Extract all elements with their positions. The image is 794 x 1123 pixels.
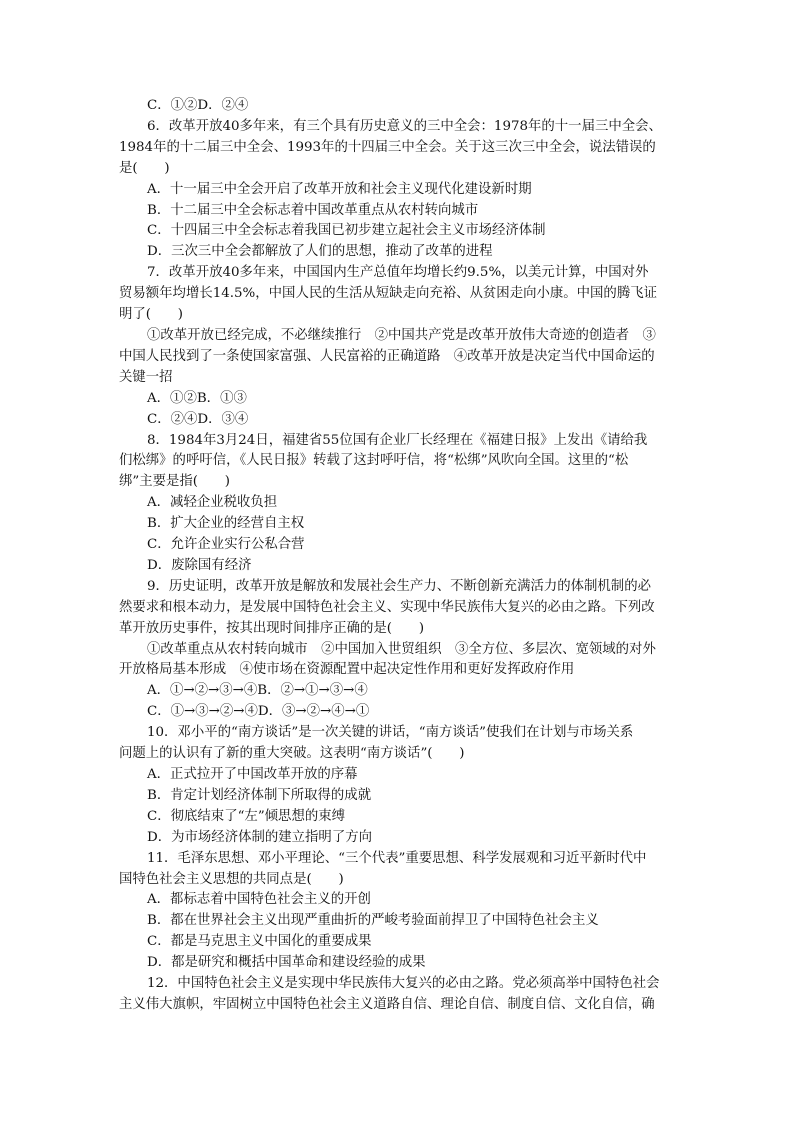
- text-line: 主义伟大旗帜，牢固树立中国特色社会主义道路自信、理论自信、制度自信、文化自信，确: [119, 996, 655, 1012]
- text-line: D．废除国有经济: [147, 557, 252, 573]
- text-line: C．十四届三中全会标志着我国已初步建立起社会主义市场经济体制: [147, 223, 546, 239]
- text-line: 6．改革开放40多年来，有三个具有历史意义的三中全会：1978年的十一届三中全会、: [147, 118, 662, 134]
- text-line: D．三次三中全会都解放了人们的思想，推动了改革的进程: [147, 244, 493, 260]
- text-line: B．十二届三中全会标志着中国改革重点从农村转向城市: [147, 202, 479, 218]
- text-line: 7．改革开放40多年来，中国国内生产总值年均增长约9.5%，以美元计算，中国对外: [147, 265, 649, 281]
- text-line: C．①②D．②④: [147, 98, 249, 113]
- text-line: A．都标志着中国特色社会主义的开创: [147, 892, 371, 908]
- text-line: 开放格局基本形成 ④使市场在资源配置中起决定性作用和更好发挥政府作用: [119, 662, 575, 678]
- text-line: 是( ): [119, 160, 170, 176]
- text-line: 革开放历史事件，按其出现时间排序正确的是( ): [119, 620, 425, 636]
- text-line: 明了( ): [119, 307, 184, 323]
- text-line: 绑”主要是指( ): [119, 474, 231, 490]
- text-line: 然要求和根本动力，是发展中国特色社会主义、实现中华民族伟大复兴的必由之路。下列改: [119, 599, 655, 615]
- text-line: 12．中国特色社会主义是实现中华民族伟大复兴的必由之路。党必须高举中国特色社会: [147, 976, 660, 992]
- text-line: 8．1984年3月24日，福建省55位国有企业厂长经理在《福建日报》上发出《请给我: [147, 432, 648, 448]
- text-line: A．①②B．①③: [147, 390, 247, 406]
- text-line: 贸易额年均增长14.5%，中国人民的生活从短缺走向充裕、从贫困走向小康。中国的腾飞证: [119, 286, 657, 302]
- text-line: 国特色社会主义思想的共同点是( ): [119, 871, 344, 887]
- text-line: C．允许企业实行公私合营: [147, 537, 305, 553]
- text-line: B．都在世界社会主义出现严重曲折的严峻考验面前捍卫了中国特色社会主义: [147, 913, 599, 929]
- text-line: 9．历史证明，改革开放是解放和发展社会生产力、不断创新充满活力的体制机制的必: [147, 578, 651, 594]
- text-line: 关键一招: [119, 369, 173, 385]
- text-line: A．正式拉开了中国改革开放的序幕: [147, 767, 358, 782]
- text-line: 问题上的认识有了新的重大突破。这表明“南方谈话”( ): [119, 746, 465, 762]
- text-line: C．都是马克思主义中国化的重要成果: [147, 934, 372, 950]
- text-line: 10．邓小平的“南方谈话”是一次关键的讲话，“南方谈话”使我们在计划与市场关系: [147, 725, 634, 741]
- text-line: A．十一届三中全会开启了改革开放和社会主义现代化建设新时期: [147, 181, 532, 197]
- text-line: B．扩大企业的经营自主权: [147, 516, 305, 532]
- text-line: A．①→②→③→④B．②→①→③→④: [147, 683, 368, 699]
- text-line: C．彻底结束了“左”倾思想的束缚: [147, 808, 346, 824]
- text-line: 中国人民找到了一条使国家富强、人民富裕的正确道路 ④改革开放是决定当代中国命运的: [119, 348, 655, 364]
- text-line: 11．毛泽东思想、邓小平理论、“三个代表”重要思想、科学发展观和习近平新时代中: [147, 850, 647, 866]
- text-line: D．为市场经济体制的建立指明了方向: [147, 829, 372, 845]
- text-line: 们松绑》的呼吁信，《人民日报》转载了这封呼吁信，将“松绑”风吹向全国。这里的“松: [119, 453, 629, 469]
- text-line: C．①→③→②→④D．③→②→④→①: [147, 704, 370, 720]
- text-line: ①改革开放已经完成，不必继续推行 ②中国共产党是改革开放伟大奇迹的创造者 ③: [147, 327, 656, 343]
- text-line: C．②④D．③④: [147, 411, 249, 427]
- document-page: [119, 96, 679, 1016]
- text-line: D．都是研究和概括中国革命和建设经验的成果: [147, 955, 426, 971]
- text-line: 1984年的十二届三中全会、1993年的十四届三中全会。关于这三次三中全会，说法错误的: [119, 139, 656, 155]
- text-line: B．肯定计划经济体制下所取得的成就: [147, 787, 372, 803]
- text-line: ①改革重点从农村转向城市 ②中国加入世贸组织 ③全方位、多层次、宽领域的对外: [147, 641, 656, 657]
- text-line: A．减轻企业税收负担: [147, 495, 278, 511]
